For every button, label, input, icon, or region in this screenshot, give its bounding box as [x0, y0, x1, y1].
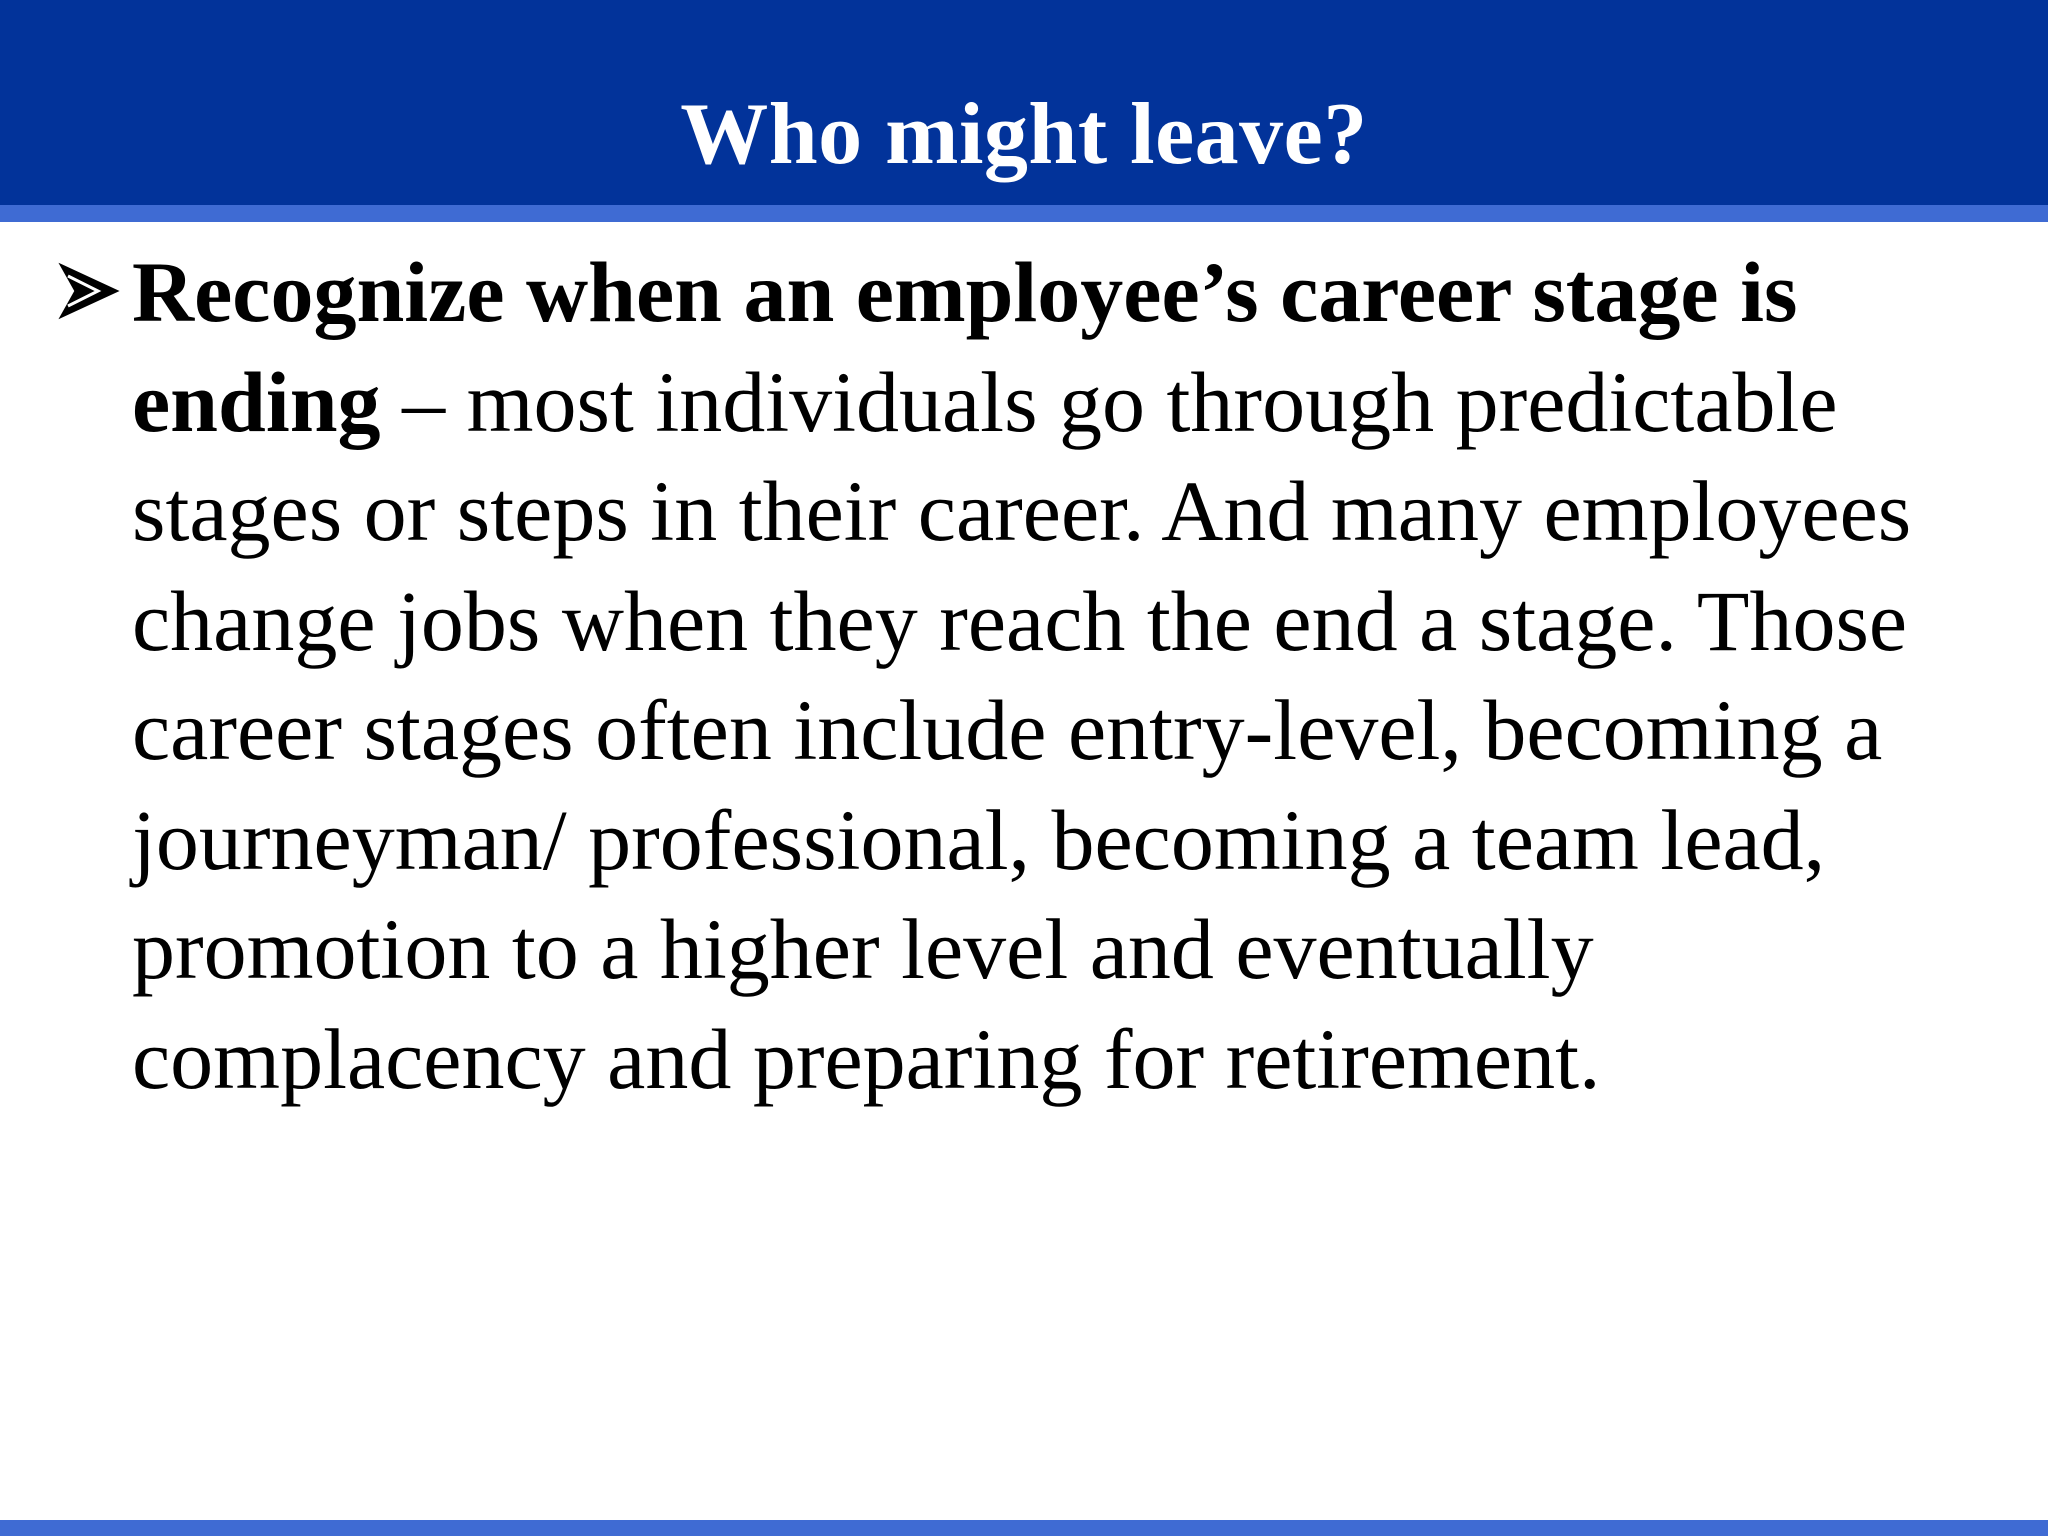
- bullet-body-text: – most individuals go through predictable stages or steps in their career. And many employees change jobs when they reach the end a stage. Those career stages often include entry-level, becoming a journeyman/ professional, becoming a team lead, promotion to a higher level and eventually complacency and preparing for retirement.: [132, 353, 1912, 1107]
- bottom-accent-bar: [0, 1520, 2048, 1536]
- bullet-lead-text: Recognize when an employee’s career stage is ending: [132, 244, 1798, 450]
- title-accent-stripe: [0, 205, 2048, 222]
- bullet-item: [58, 238, 2028, 1114]
- arrowhead-bullet-icon: [58, 260, 120, 322]
- bullet-text: [132, 238, 2028, 1114]
- slide-title: Who might leave?: [680, 86, 1368, 183]
- slide-content: [58, 238, 2028, 1114]
